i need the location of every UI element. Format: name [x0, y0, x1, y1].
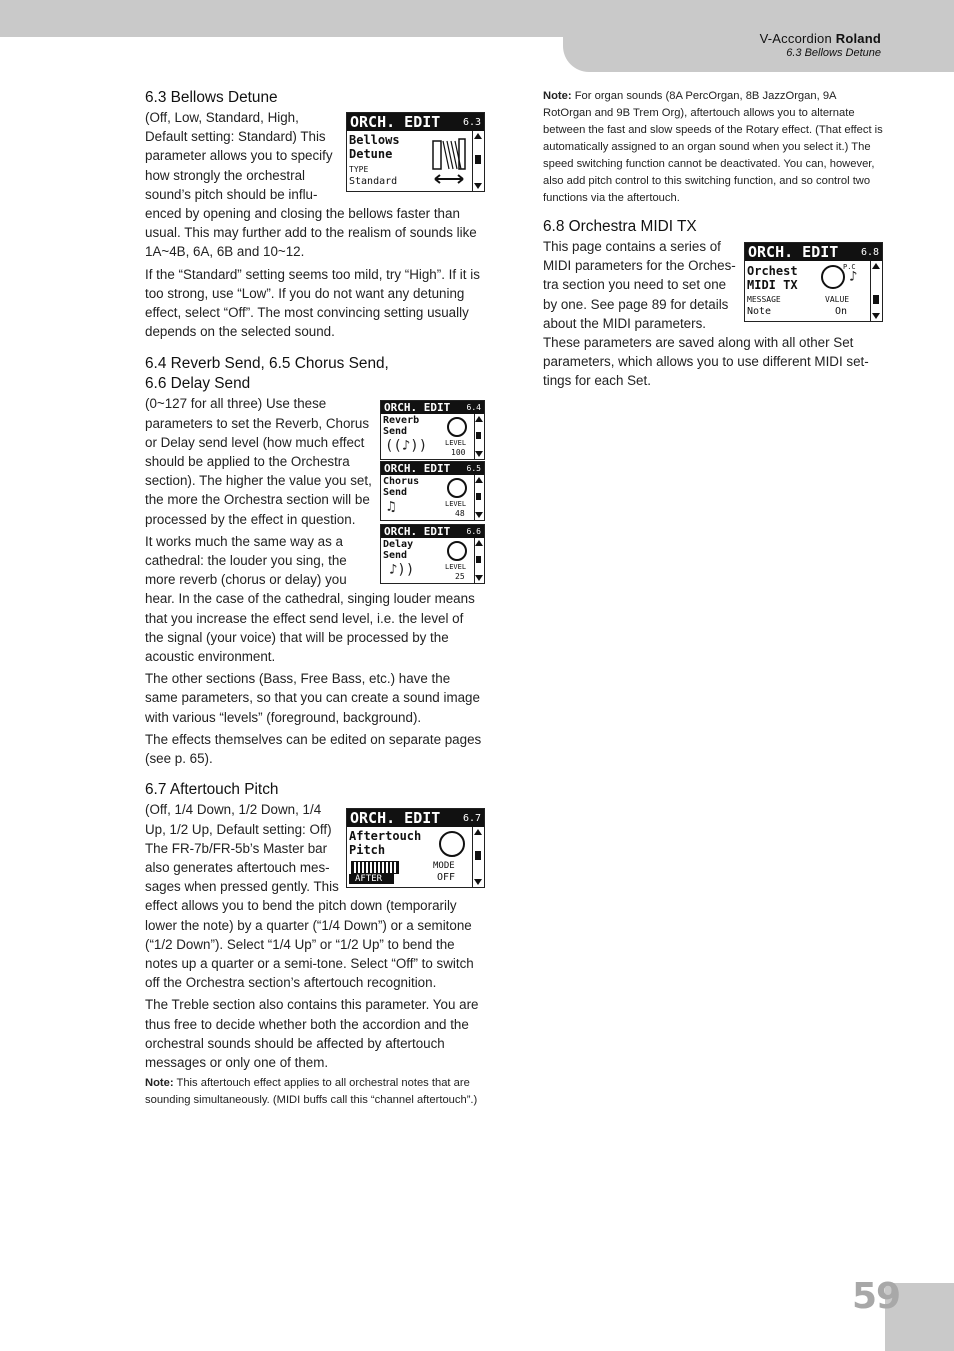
scroll-down-icon — [474, 879, 482, 885]
scroll-down-icon — [474, 183, 482, 189]
note-text: This aftertouch effect applies to all orchestral notes that are sounding simultaneously. (MIDI buffs call this “channel aftertouch”.) — [145, 1077, 478, 1107]
lcd-param-label: MESSAGE — [747, 295, 781, 304]
scroll-up-icon — [474, 829, 482, 835]
para-6-8-b: These parameters are saved along with all other Set parameters, which allows you to use different MIDI settings for each Set. — [543, 335, 869, 389]
scroll-up-icon — [475, 477, 483, 483]
header-tab — [563, 0, 954, 72]
brand-prefix: V-Accordion — [759, 31, 832, 46]
lcd-line1: Bellows — [349, 133, 400, 147]
lcd-param-value: Standard — [349, 176, 398, 187]
scroll-thumb — [475, 155, 481, 164]
scroll-thumb — [476, 556, 481, 563]
right-column — [543, 88, 883, 394]
para-6-4-a: (0~127 for all three) Use these parameters to set the Reverb, Chorus or Delay send level (how much effect should be applied to the Orchestra section). The higher the value you set, the more the Orchestra section will be processed by the effect in question. — [145, 396, 372, 527]
knob-icon — [447, 541, 467, 561]
lcd-param-value: 25 — [455, 572, 465, 581]
lcd-header — [381, 525, 484, 538]
lcd-page-num: 6.7 — [462, 812, 481, 824]
scroll-thumb — [475, 851, 481, 860]
effect-icon: ((♪)) — [385, 438, 428, 454]
heading-6-3: 6.3 Bellows Detune — [145, 89, 278, 106]
lcd-chorus-send — [380, 461, 485, 521]
note-6-7 — [145, 1075, 483, 1109]
bellows-icon — [431, 135, 467, 187]
lcd-param-value: 48 — [455, 509, 465, 518]
para-6-3-c: If the “Standard” setting seems too mild, try “High”. If it is too strong, use “Low”. If you do not want any detuning effect, select “Off”. The most convincing setting usually depends on the selected sound. — [145, 266, 480, 340]
scroll-down-icon — [475, 575, 483, 581]
lcd-scrollbar — [472, 827, 484, 887]
lcd-header — [381, 462, 484, 475]
scroll-up-icon — [872, 263, 880, 269]
scroll-up-icon — [475, 416, 483, 422]
scroll-up-icon — [475, 540, 483, 546]
lcd-scrollbar — [472, 131, 484, 191]
lcd-header — [347, 809, 484, 827]
lcd-orchestra-midi-tx — [744, 242, 883, 322]
lcd-reverb-send — [380, 400, 485, 460]
lcd-title: ORCH. EDIT — [350, 113, 441, 131]
lcd-line2: Send — [383, 550, 408, 561]
lcd-page-num: 6.5 — [466, 464, 481, 473]
para-6-7-b: effect allows you to bend the pitch down (temporarily lower the note) by a quarter (“1/4 Down”) or a semitone (“1/2 Down”). Select “1/4 Up” or “1/2 Up” to bend the notes up a quarter or a semi-tone. Select “Off” to switch off the Orchestra section’s aftertouch recognition. — [145, 898, 474, 991]
running-section-title: 6.3 Bellows Detune — [786, 47, 881, 59]
lcd-param-label: MODE — [433, 861, 455, 871]
knob-icon — [821, 265, 845, 289]
heading-6-7: 6.7 Aftertouch Pitch — [145, 781, 279, 799]
note-text: For organ sounds (8A PercOrgan, 8B JazzOrgan, 9A RotOrgan and 9B Trem Org), aftertouch allows you to alternate between the fast and slow speeds of the Rotary effect. (That effect is automatically assigned to an organ sound when you select it.) The speed switching function cannot be deactivated. You can, however, also add pitch control to this switching function, and so control two functions via the aftertouch. — [543, 90, 883, 204]
knob-icon — [439, 831, 465, 857]
lcd-header — [381, 401, 484, 414]
lcd-page-num: 6.3 — [462, 116, 481, 128]
lcd-line2: Pitch — [349, 843, 386, 857]
lcd-line1: Orchest — [747, 264, 798, 278]
scroll-thumb — [476, 432, 481, 439]
lcd-line1: Reverb — [383, 415, 420, 426]
lcd-scrollbar — [474, 414, 484, 459]
scroll-up-icon — [474, 133, 482, 139]
lcd-title: ORCH. EDIT — [384, 462, 451, 475]
scroll-down-icon — [475, 451, 483, 457]
para-6-8-a: This page contains a series of MIDI parameters for the Orchestra section you need to set one by one. See page 89 for details about the MIDI parameters. — [543, 239, 736, 331]
note-label: Note: — [145, 1077, 174, 1090]
knob-icon — [447, 478, 467, 498]
lcd-knob-tag: P.C — [843, 263, 856, 271]
lcd-title: ORCH. EDIT — [748, 243, 839, 261]
scroll-down-icon — [872, 313, 880, 319]
lcd-aftertouch-pitch — [346, 808, 485, 888]
knob-icon — [447, 417, 467, 437]
lcd-param-value: 100 — [451, 448, 466, 457]
heading-6-4-line1: 6.4 Reverb Send, 6.5 Chorus Send, — [145, 355, 389, 373]
brand-name: Roland — [835, 31, 881, 46]
effect-icon: ♫ — [387, 499, 396, 515]
lcd-param-label: LEVEL — [445, 563, 467, 571]
lcd-param-value: OFF — [437, 872, 456, 883]
note-label: Note: — [543, 90, 572, 102]
heading-6-4-line2: 6.6 Delay Send — [145, 375, 251, 393]
lcd-line2: MIDI TX — [747, 278, 798, 292]
scroll-down-icon — [475, 512, 483, 518]
para-6-7-a: (Off, 1/4 Down, 1/2 Down, 1/4 Up, 1/2 Up, Default setting: Off) The FR-7b/FR-5b’s Master bar also generates aftertouch messages when pressed gently. This — [145, 802, 339, 895]
para-6-3-b: enced by opening and closing the bellows faster than usual. This may further add to the realism of sounds like 1A~4B, 6A, 6B and 10~12. — [145, 206, 477, 260]
scroll-thumb — [873, 295, 879, 304]
lcd-param-value-2: On — [835, 306, 848, 317]
lcd-header — [347, 113, 484, 131]
lcd-page-num: 6.4 — [466, 403, 481, 412]
lcd-title: ORCH. EDIT — [384, 525, 451, 538]
lcd-scrollbar — [474, 475, 484, 520]
lcd-delay-send — [380, 524, 485, 584]
lcd-header — [745, 243, 882, 261]
lcd-line2: Send — [383, 426, 408, 437]
lcd-line1: Delay — [383, 539, 414, 550]
lcd-line2: Send — [383, 487, 408, 498]
lcd-tag: AFTER — [349, 874, 394, 884]
para-6-7-c: The Treble section also contains this parameter. You are thus free to decide whether both the accordion and the orchestral sounds should be affected by aftertouch messages or only one of them. — [145, 997, 479, 1070]
note-icon: ♪ — [849, 269, 858, 285]
keyboard-bar-icon — [351, 861, 399, 874]
brand — [760, 31, 881, 46]
lcd-bellows-detune — [346, 112, 485, 192]
note-organ — [543, 88, 883, 207]
heading-6-8: 6.8 Orchestra MIDI TX — [543, 218, 697, 235]
left-column — [145, 88, 483, 1112]
para-6-4-e: The effects themselves can be edited on separate pages (see p. 65). — [145, 731, 482, 767]
page-number: 59 — [852, 1276, 901, 1317]
lcd-param-value: Note — [747, 306, 772, 317]
lcd-line2: Detune — [349, 147, 393, 161]
para-6-4-c: hear. In the case of the cathedral, singing louder means that you increase the effect send level, i.e. the level of the signal (your voice) that will be processed by the acoustic environment. — [145, 591, 475, 665]
lcd-scrollbar — [474, 538, 484, 583]
effect-icon: ♪)) — [389, 562, 415, 578]
lcd-title: ORCH. EDIT — [350, 809, 441, 827]
lcd-param-label: LEVEL — [445, 439, 467, 447]
lcd-title: ORCH. EDIT — [384, 401, 451, 414]
lcd-param-label-2: VALUE — [825, 295, 850, 304]
para-6-4-d: The other sections (Bass, Free Bass, etc.) have the same parameters, so that you can create a sound image with various “levels” (foreground, background). — [145, 671, 480, 725]
lcd-param-label: TYPE — [349, 165, 369, 174]
lcd-param-label: LEVEL — [445, 500, 467, 508]
lcd-page-num: 6.6 — [466, 527, 481, 536]
para-6-4-b: It works much the same way as a cathedral: the louder you sing, the more reverb (chorus or delay) you — [145, 533, 347, 588]
lcd-line1: Aftertouch — [349, 829, 422, 843]
lcd-scrollbar — [870, 261, 882, 321]
scroll-thumb — [476, 493, 481, 500]
lcd-page-num: 6.8 — [860, 246, 879, 258]
para-6-3-a: (Off, Low, Standard, High, Default setting: Standard) This parameter allows you to specify how strongly the orchestral sound’s pitch should be influ- — [145, 110, 333, 202]
lcd-line1: Chorus — [383, 476, 420, 487]
